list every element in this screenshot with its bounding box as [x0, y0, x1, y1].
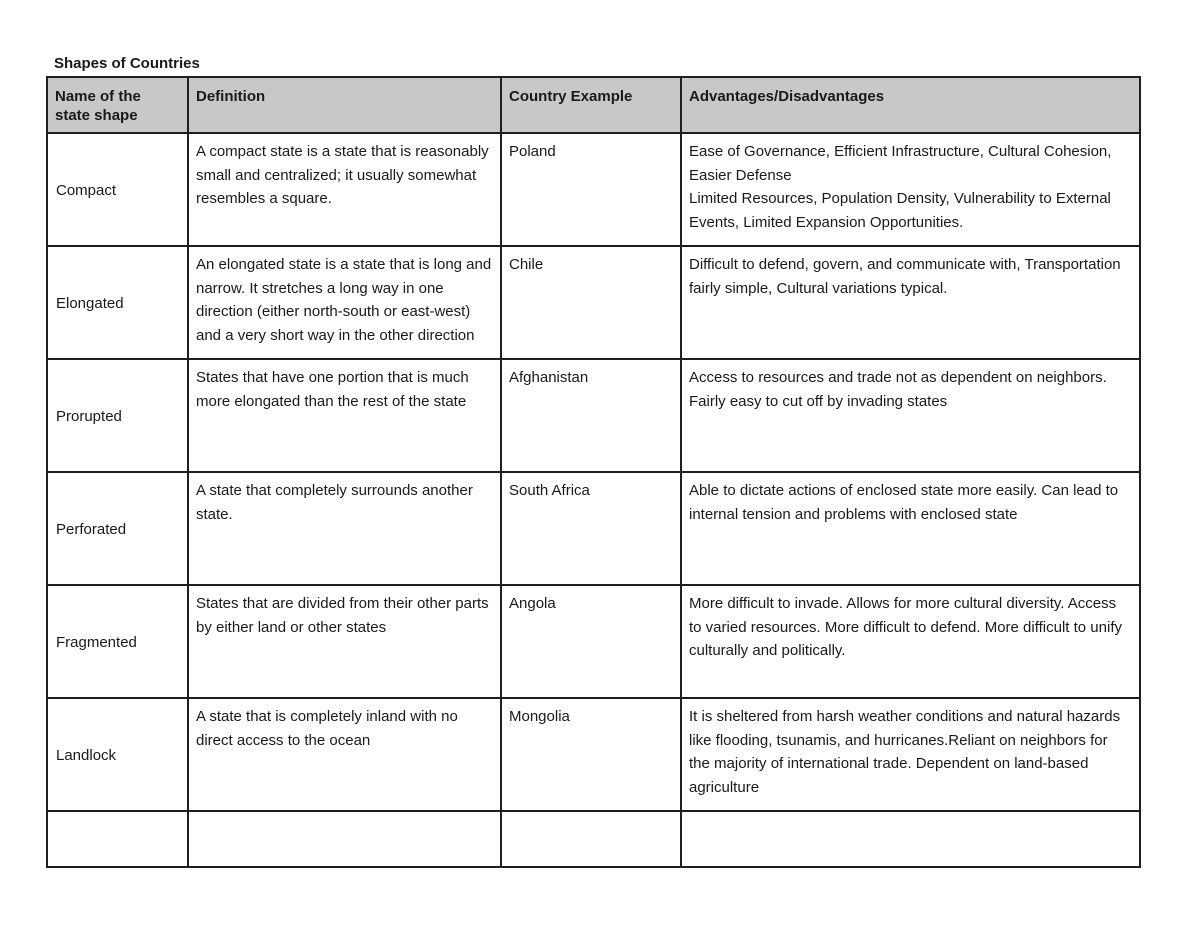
advantages-text: Difficult to defend, govern, and communicate with, Transportation fairly simple, Cultural variations typical. — [689, 256, 1121, 297]
header-example: Country Example — [501, 77, 681, 133]
shape-definition: States that are divided from their other parts by either land or other states — [188, 585, 501, 698]
advantages-cell — [681, 246, 1140, 359]
table-row — [47, 246, 1140, 359]
country-example: South Africa — [501, 472, 681, 585]
country-example: Poland — [501, 133, 681, 246]
table-row — [47, 585, 1140, 698]
empty-cell — [501, 811, 681, 867]
advantages-cell — [681, 698, 1140, 811]
advantages-cell — [681, 359, 1140, 472]
table-row — [47, 472, 1140, 585]
shape-definition: States that have one portion that is much more elongated than the rest of the state — [188, 359, 501, 472]
shape-name: Perforated — [47, 472, 188, 585]
shape-definition: An elongated state is a state that is long and narrow. It stretches a long way in one direction (either north-south or east-west) and a very short way in the other direction — [188, 246, 501, 359]
empty-cell — [681, 811, 1140, 867]
empty-cell — [47, 811, 188, 867]
table-header-row — [47, 77, 1140, 133]
advantages-cell — [681, 585, 1140, 698]
shape-name: Compact — [47, 133, 188, 246]
advantages-cell — [681, 472, 1140, 585]
shape-definition: A compact state is a state that is reasonably small and centralized; it usually somewhat resembles a square. — [188, 133, 501, 246]
shape-name: Landlock — [47, 698, 188, 811]
disadvantages-text: Limited Resources, Population Density, Vulnerability to External Events, Limited Expansion Opportunities. — [689, 190, 1111, 231]
advantages-cell — [681, 133, 1140, 246]
table-row — [47, 359, 1140, 472]
shape-name: Elongated — [47, 246, 188, 359]
document-title: Shapes of Countries — [54, 55, 200, 72]
header-advantages: Advantages/Disadvantages — [681, 77, 1140, 133]
country-example: Angola — [501, 585, 681, 698]
shape-definition: A state that completely surrounds another state. — [188, 472, 501, 585]
country-example: Chile — [501, 246, 681, 359]
country-example: Afghanistan — [501, 359, 681, 472]
advantages-text: Ease of Governance, Efficient Infrastructure, Cultural Cohesion, Easier Defense — [689, 143, 1112, 184]
table-row — [47, 133, 1140, 246]
shape-name: Fragmented — [47, 585, 188, 698]
shape-definition: A state that is completely inland with no direct access to the ocean — [188, 698, 501, 811]
header-definition: Definition — [188, 77, 501, 133]
header-name: Name of the state shape — [47, 77, 188, 133]
empty-cell — [188, 811, 501, 867]
advantages-text: Able to dictate actions of enclosed state more easily. Can lead to internal tension and problems with enclosed state — [689, 482, 1119, 523]
advantages-text: Access to resources and trade not as dependent on neighbors. Fairly easy to cut off by invading states — [689, 369, 1107, 410]
shapes-table — [46, 76, 1141, 868]
empty-table-row — [47, 811, 1140, 867]
advantages-text: More difficult to invade. Allows for more cultural diversity. Access to varied resources. More difficult to defend. More difficult to unify culturally and politically. — [689, 595, 1122, 659]
shape-name: Prorupted — [47, 359, 188, 472]
advantages-text: It is sheltered from harsh weather conditions and natural hazards like flooding, tsunamis, and hurricanes.Reliant on neighbors for the majority of international trade. Dependent on land-based agriculture — [689, 708, 1121, 796]
country-example: Mongolia — [501, 698, 681, 811]
table-row — [47, 698, 1140, 811]
